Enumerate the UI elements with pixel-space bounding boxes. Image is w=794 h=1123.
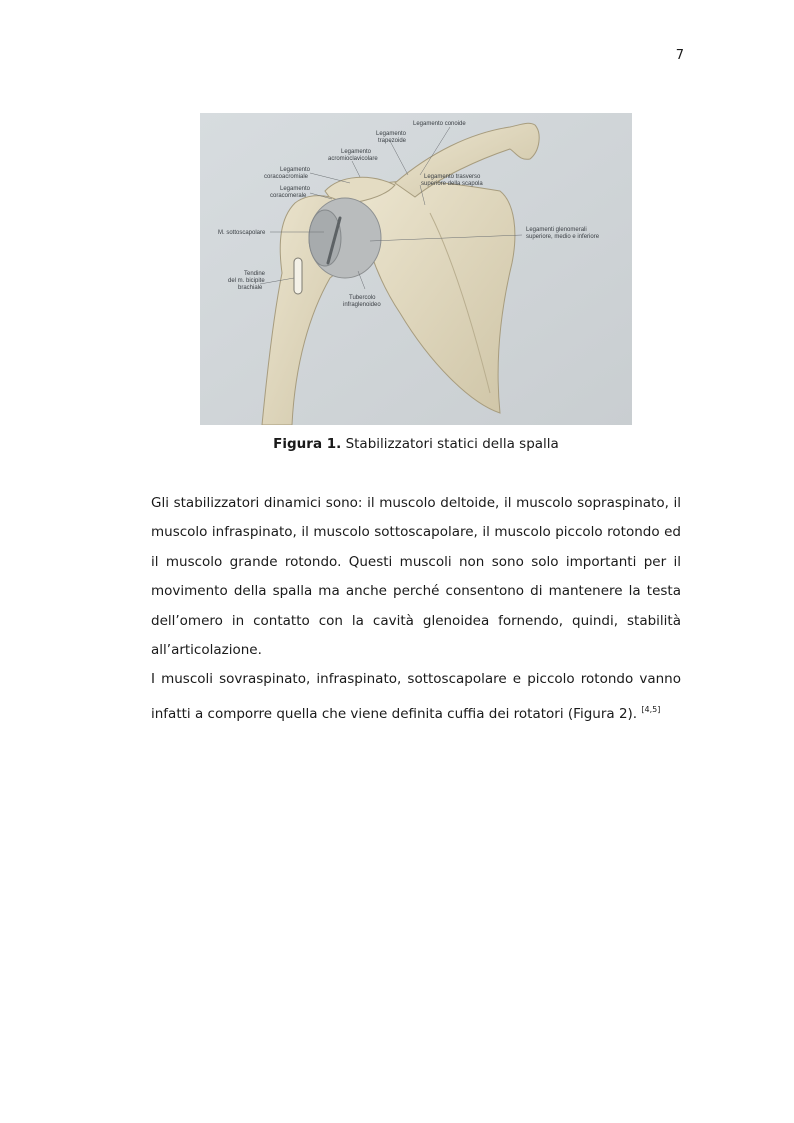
paragraph-1: Gli stabilizzatori dinamici sono: il muscolo deltoide, il muscolo sopraspinato, il muscolo infraspinato, il muscolo sottoscapolare, il muscolo piccolo rotondo ed il muscolo grande rotondo. Questi muscoli non sono solo importanti per il movimento della spalla ma anche perché consentono di mantenere la testa dell’omero in contatto con la cavità glenoidea fornendo, quindi, stabilità all’articolazione. [151, 495, 681, 659]
label-legamenti-glenomerali-2: superiore, medio e inferiore [526, 234, 600, 240]
label-legamento-trapezoide: Legamento [376, 131, 407, 137]
label-tendine-bicipite: Tendine [244, 271, 266, 277]
label-legamento-acromioclavicolare: Legamento [341, 149, 372, 155]
label-legamento-acromioclavicolare-2: acromioclavicolare [328, 156, 378, 162]
anatomy-figure [200, 113, 632, 425]
label-legamento-coracomerale-2: coracomerale [270, 193, 307, 199]
citation-reference: [4,5] [641, 704, 661, 714]
label-m-sottoscapolare: M. sottoscapolare [218, 230, 266, 236]
label-tubercolo-infraglenoideo: Tubercolo [349, 295, 376, 301]
label-legamento-trapezoide-2: trapezoide [378, 138, 407, 144]
paragraph-2 [151, 665, 681, 729]
label-tendine-bicipite-2: del m. bicipite [228, 278, 265, 284]
label-legamento-coracoacromiale-2: coracoacromiale [264, 174, 309, 180]
figure-caption-text: Stabilizzatori statici della spalla [341, 436, 559, 452]
shoulder-anatomy-illustration [200, 113, 632, 425]
page-number: 7 [675, 48, 684, 63]
label-tubercolo-infraglenoideo-2: infraglenoideo [343, 302, 381, 308]
figure-caption [150, 436, 682, 452]
body-text [151, 489, 681, 729]
label-legamenti-glenomerali: Legamenti glenomerali [526, 227, 587, 233]
label-legamento-trasverso: Legamento trasverso [424, 174, 481, 180]
paragraph-2-text: I muscoli sovraspinato, infraspinato, sottoscapolare e piccolo rotondo vanno infatti a comporre quella che viene definita cuffia dei rotatori (Figura 2). [151, 671, 681, 722]
label-legamento-coracomerale: Legamento [280, 186, 311, 192]
label-legamento-conoide: Legamento conoide [413, 121, 466, 127]
figure-caption-label: Figura 1. [273, 436, 342, 452]
label-tendine-bicipite-3: brachiale [238, 285, 263, 291]
label-legamento-trasverso-2: superiore della scapola [421, 181, 483, 187]
label-legamento-coracoacromiale: Legamento [280, 167, 311, 173]
